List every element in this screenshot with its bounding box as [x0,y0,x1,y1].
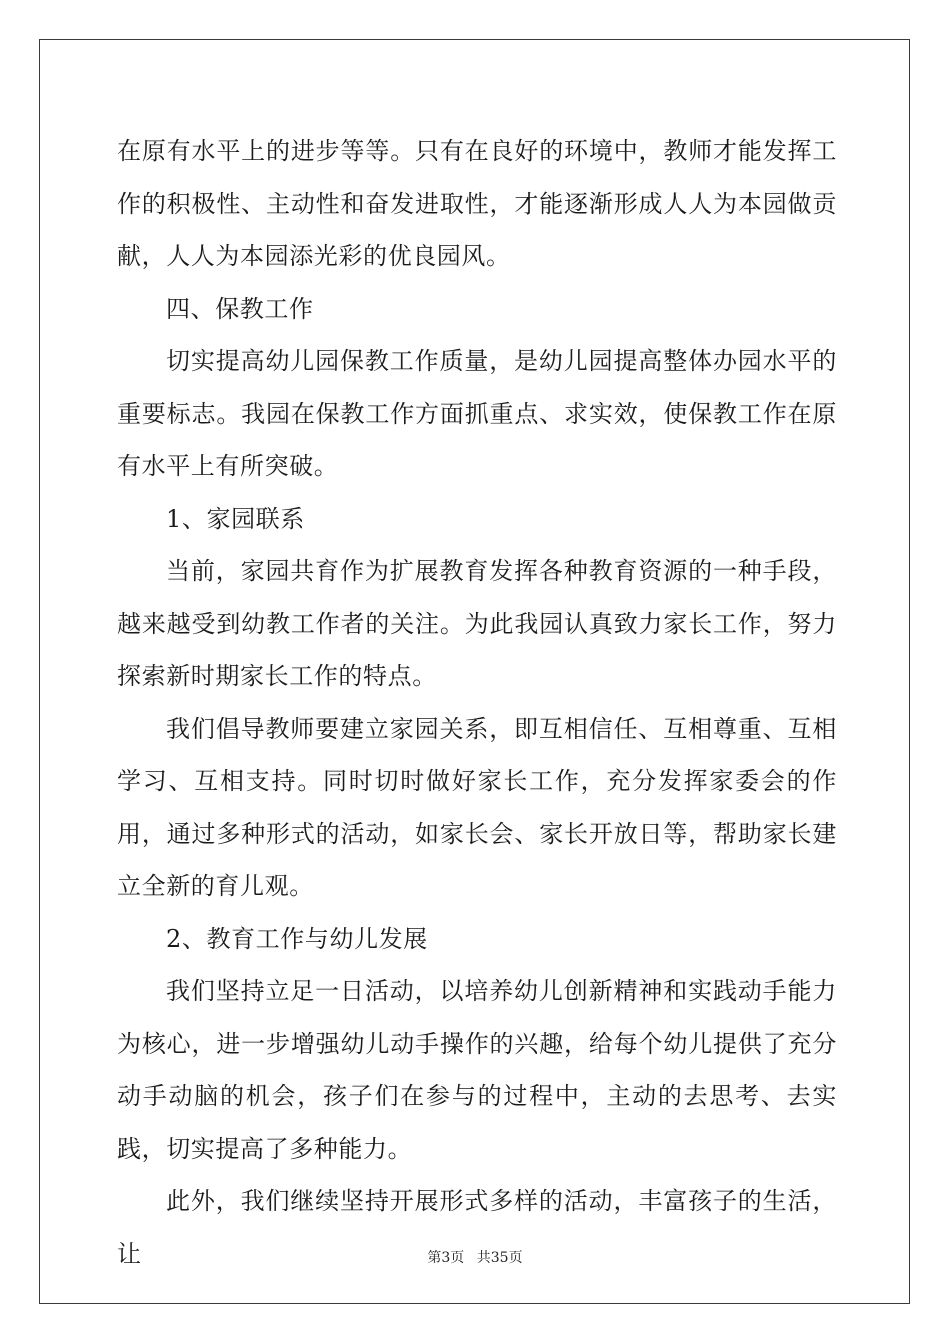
paragraph-3: 当前，家园共育作为扩展教育发挥各种教育资源的一种手段，越来越受到幼教工作者的关注。为此我园认真致力家长工作，努力探索新时期家长工作的特点。 [117,557,837,690]
section-heading-4: 四、保教工作 [166,294,314,323]
paragraph-5: 我们坚持立足一日活动，以培养幼儿创新精神和实践动手能力为核心，进一步增强幼儿动手操作的兴趣，给每个幼儿提供了充分动手动脑的机会，孩子们在参与的过程中，主动的去思考、去实践，切实提高了多种能力。 [117,977,837,1163]
subheading-1: 1、家园联系 [166,504,305,533]
page-total: 共35页 [476,1250,523,1266]
paragraph-6: 此外，我们继续坚持开展形式多样的活动，丰富孩子的生活，让 [117,1187,837,1268]
page-footer [0,1247,950,1267]
paragraph-2: 切实提高幼儿园保教工作质量，是幼儿园提高整体办园水平的重要标志。我园在保教工作方面抓重点、求实效，使保教工作在原有水平上有所突破。 [117,347,837,480]
subheading-2: 2、教育工作与幼儿发展 [166,924,428,953]
document-body [117,125,837,1280]
page-number: 第3页 [427,1250,465,1266]
paragraph-1: 在原有水平上的进步等等。只有在良好的环境中，教师才能发挥工作的积极性、主动性和奋发进取性，才能逐渐形成人人为本园做贡献，人人为本园添光彩的优良园风。 [117,137,837,270]
paragraph-4: 我们倡导教师要建立家园关系，即互相信任、互相尊重、互相学习、互相支持。同时切时做好家长工作，充分发挥家委会的作用，通过多种形式的活动，如家长会、家长开放日等，帮助家长建立全新的育儿观。 [117,714,837,900]
